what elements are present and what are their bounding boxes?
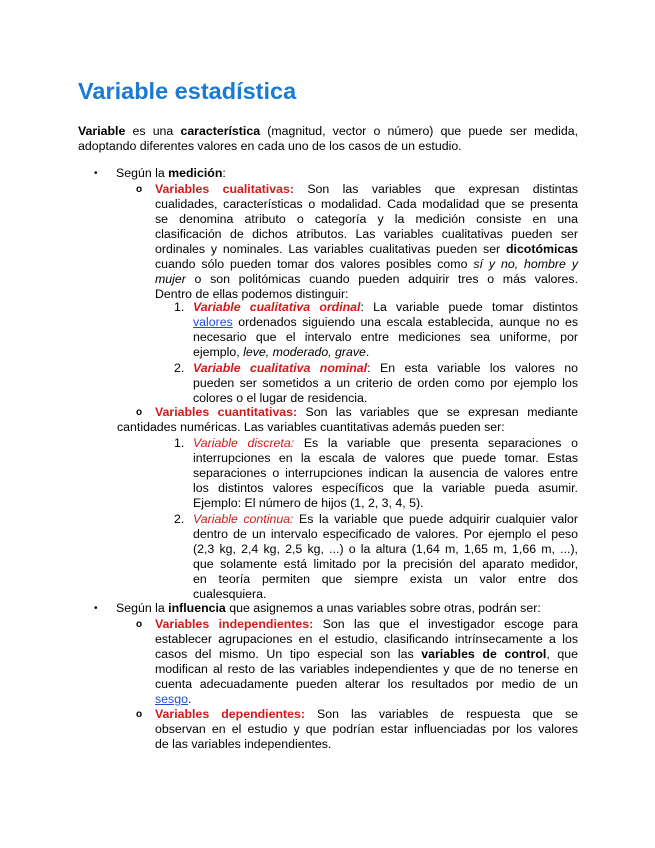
sesgo-link[interactable]: sesgo (155, 692, 188, 706)
dependientes-paragraph: Variables dependientes: Son las variables de respuesta que se observan en el estudio y que podrían estar influenciadas por los valores de las variables independientes. (155, 707, 579, 751)
continua-item: Variable continua: Es la variable que puede adquirir cualquier valor dentro de un intervalo especificado de valores. Por ejemplo el peso (2,3 kg, 2,4 kg, 2,5 kg, ...) o la altura (1,64 m, 1,65 m, 1,66 m, ...), que solamente está limitado por la precisión del aparato medidor, en teoría permiten que siempre exista un valor entre dos cualesquiera. (193, 512, 579, 601)
list-number: 1. (174, 436, 185, 450)
intro-line-1: Variable es una característica (magnitud, vector o número) que puede ser medida, (78, 124, 579, 138)
cualitativas-term: Variables cualitativas: (155, 182, 294, 196)
cualitativas-paragraph: Variables cualitativas: Son las variables que expresan distintas cualidades, características o modalidad. Cada modalidad que se presenta se denomina atributo o categoría y la medición consiste en una clasificación de dichos atributos. Las variables cualitativas pueden ser ordinales y nominales. Las variables cualitativas pueden ser dicotómicas cuando sólo pueden tomar dos valores posibles como sí y no, hombre y mujer o son politómicas cuando pueden adquirir tres o más valores. Dentro de ellas podemos distinguir: (155, 182, 578, 301)
continua-term: Variable continua: (193, 512, 294, 526)
ordinal-item: Variable cualitativa ordinal: La variable puede tomar distintos valores ordenados siguiendo una escala establecida, aunque no es necesario que el intervalo entre mediciones sea uniforme, por ejemplo, leve, moderado, grave. (193, 300, 578, 359)
medicion-heading: Según la medición: (116, 166, 226, 180)
list-number: 1. (174, 300, 185, 314)
discreta-term: Variable discreta: (193, 436, 295, 450)
circle-bullet-icon: o (136, 407, 143, 418)
valores-link[interactable]: valores (193, 315, 233, 329)
bullet-icon: • (94, 603, 98, 614)
cuantitativas-paragraph-cont: cantidades numéricas. Las variables cuantitativas además pueden ser: (117, 420, 505, 434)
nominal-term: Variable cualitativa nominal (193, 361, 368, 375)
list-number: 2. (174, 512, 185, 526)
cuantitativas-term: Variables cuantitativas: (155, 405, 298, 419)
intro-term-2: característica (180, 124, 261, 138)
list-number: 2. (174, 361, 185, 375)
influencia-heading: Según la influencia que asignemos a unas variables sobre otras, podrán ser: (116, 601, 541, 615)
bullet-icon: • (94, 168, 98, 179)
page-title: Variable estadística (78, 78, 297, 104)
independientes-term: Variables independientes: (155, 617, 314, 631)
circle-bullet-icon: o (136, 619, 143, 630)
independientes-paragraph: Variables independientes: Son las que el investigador escoge para establecer agrupaciones en el estudio, clasificando intrínsecamente a los casos del mismo. Un tipo especial son las variables de control, que modifican al resto de las variables independientes y que de no tenerse en cuenta adecuadamente pueden alterar los resultados por medio de un sesgo. (155, 617, 578, 706)
intro-line-2: adoptando diferentes valores en cada uno de los casos de un estudio. (78, 139, 462, 153)
circle-bullet-icon: o (136, 709, 143, 720)
circle-bullet-icon: o (136, 184, 143, 195)
cuantitativas-paragraph: Variables cuantitativas: Son las variables que se expresan mediante (155, 405, 579, 419)
nominal-item: Variable cualitativa nominal: En esta variable los valores no pueden ser sometidos a un criterio de orden como por ejemplo los colores o el lugar de residencia. (193, 361, 578, 405)
ordinal-term: Variable cualitativa ordinal (193, 300, 361, 314)
dependientes-term: Variables dependientes: (155, 707, 305, 721)
intro-paragraph (78, 124, 578, 154)
discreta-item: Variable discreta: Es la variable que presenta separaciones o interrupciones en la escala de valores que puede tomar. Estas separaciones o interrupciones indican la ausencia de valores entre los distintos valores específicos que la variable pueda asumir. Ejemplo: El número de hijos (1, 2, 3, 4, 5). (193, 436, 578, 510)
intro-term: Variable (78, 124, 126, 138)
